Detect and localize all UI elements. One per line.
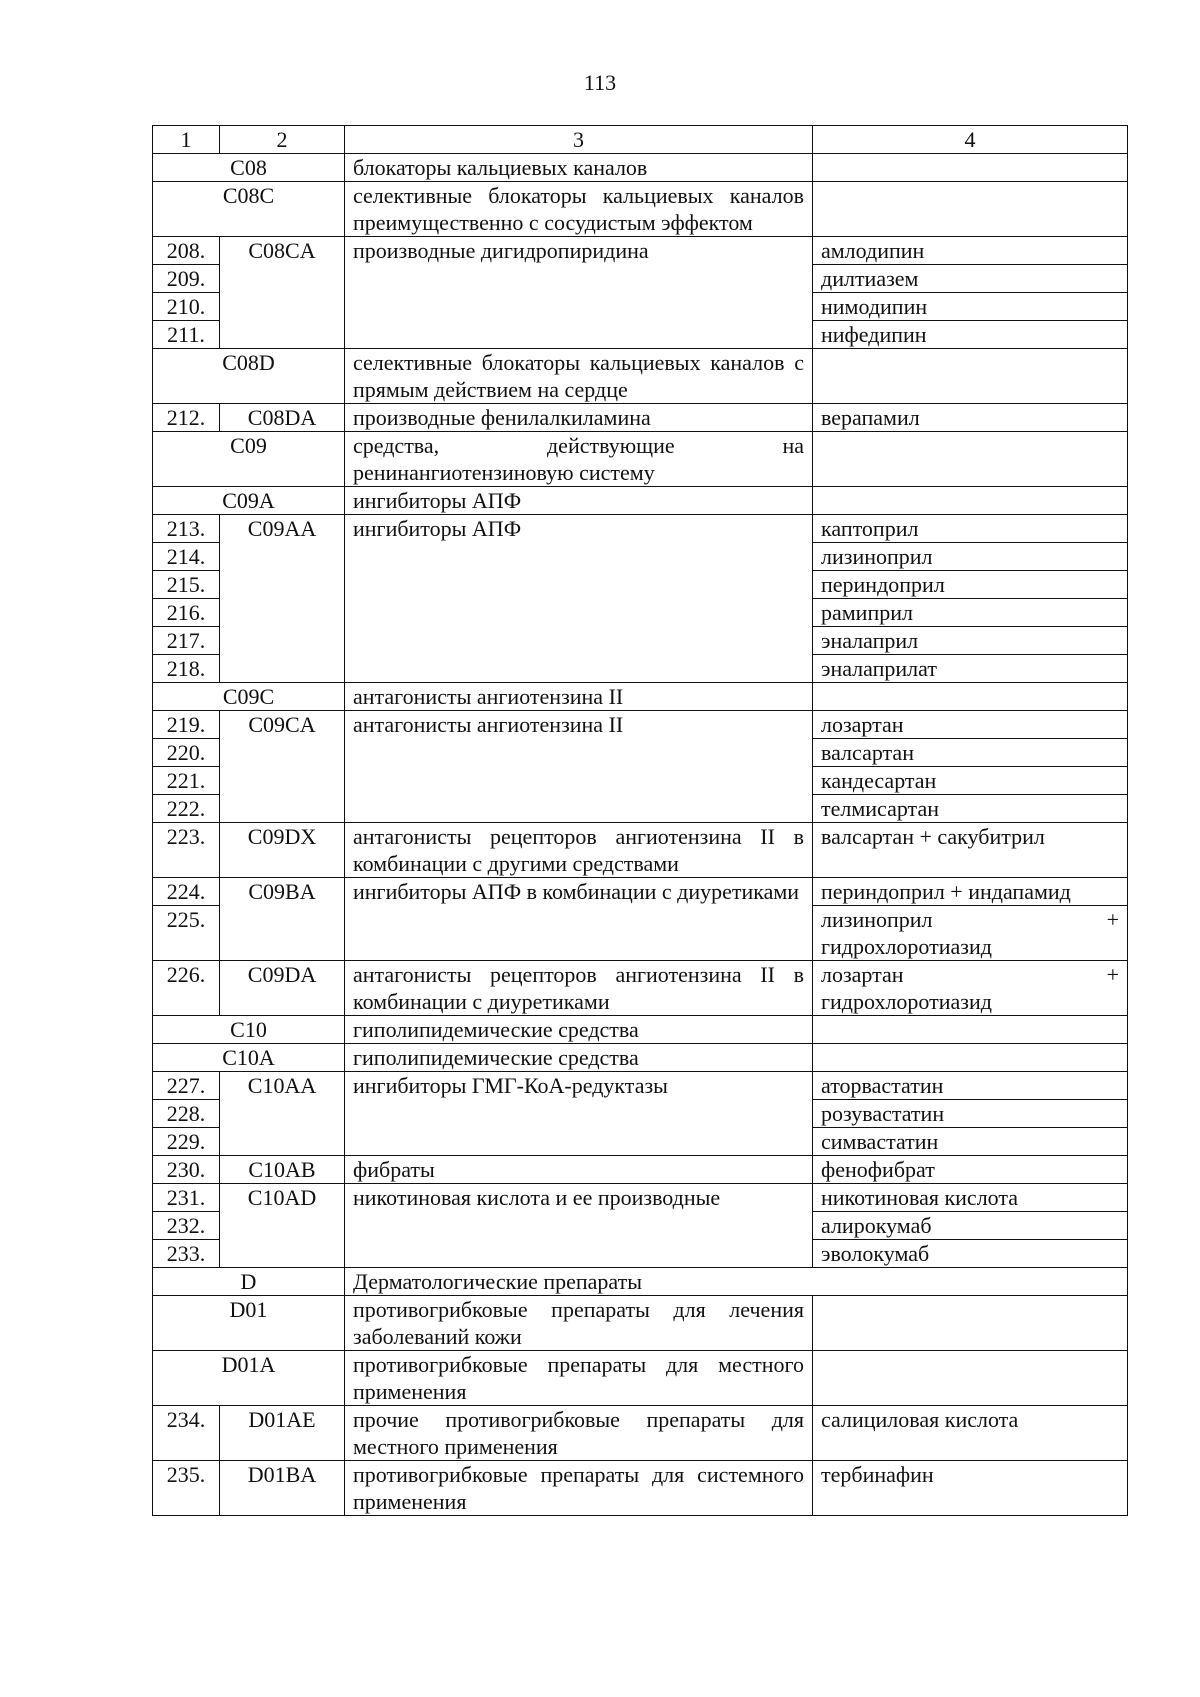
row-number: 226. [153, 961, 220, 1016]
drug-name: лизиноприл [813, 543, 1128, 571]
row-number: 220. [153, 739, 220, 767]
atc-code: C08CA [220, 237, 345, 349]
atc-code: C09AA [220, 515, 345, 683]
row-number: 232. [153, 1212, 220, 1240]
page-number: 113 [583, 70, 617, 95]
row-number: 211. [153, 321, 220, 349]
atc-code: C08 [153, 154, 345, 182]
drug-name: тербинафин [813, 1461, 1128, 1516]
drug-name: периндоприл + индапамид [813, 878, 1128, 906]
drug-cell-empty [813, 487, 1128, 515]
drug-name: эналаприлат [813, 655, 1128, 683]
plus-sign: + [1106, 907, 1119, 932]
table-row [153, 823, 1128, 878]
drug-name: телмисартан [813, 795, 1128, 823]
row-number: 235. [153, 1461, 220, 1516]
row-number: 212. [153, 404, 220, 432]
drug-name: дилтиазем [813, 265, 1128, 293]
group-description: средства, действующие на ренинангиотензиновую систему [345, 432, 813, 487]
row-number: 231. [153, 1184, 220, 1212]
group-description: антагонисты рецепторов ангиотензина II в комбинации с диуретиками [345, 961, 813, 1016]
drug-name: лозартан [813, 711, 1128, 739]
atc-code: C09 [153, 432, 345, 487]
table-header-row [153, 126, 1128, 154]
drug-cell-empty [813, 432, 1128, 487]
atc-code: D01A [153, 1351, 345, 1406]
row-number: 219. [153, 711, 220, 739]
row-number: 214. [153, 543, 220, 571]
table-row [153, 878, 1128, 906]
drug-cell-empty [813, 154, 1128, 182]
drug-name: рамиприл [813, 599, 1128, 627]
drug-name: эволокумаб [813, 1240, 1128, 1268]
group-description: фибраты [345, 1156, 813, 1184]
atc-code: C09A [153, 487, 345, 515]
table-row [153, 1406, 1128, 1461]
row-number: 230. [153, 1156, 220, 1184]
atc-code: D [153, 1268, 345, 1296]
drug-name: фенофибрат [813, 1156, 1128, 1184]
row-number: 209. [153, 265, 220, 293]
group-description: антагонисты рецепторов ангиотензина II в комбинации с другими средствами [345, 823, 813, 878]
table-row [153, 711, 1128, 739]
table-row [153, 487, 1128, 515]
table-row [153, 349, 1128, 404]
drug-name: розувастатин [813, 1100, 1128, 1128]
atc-code: C09BA [220, 878, 345, 961]
row-number: 228. [153, 1100, 220, 1128]
group-description: гиполипидемические средства [345, 1016, 813, 1044]
drug-name: верапамил [813, 404, 1128, 432]
drug-component: лозартан [821, 962, 904, 987]
group-description: ингибиторы АПФ [345, 487, 813, 515]
atc-code: D01AE [220, 1406, 345, 1461]
drug-name: симвастатин [813, 1128, 1128, 1156]
atc-code: C09DX [220, 823, 345, 878]
table-row [153, 1351, 1128, 1406]
group-description: ингибиторы ГМГ-КоА-редуктазы [345, 1072, 813, 1156]
atc-code: C10AA [220, 1072, 345, 1156]
table-row [153, 1296, 1128, 1351]
atc-code: D01 [153, 1296, 345, 1351]
group-description: антагонисты ангиотензина II [345, 711, 813, 823]
drug-name: эналаприл [813, 627, 1128, 655]
group-description: гиполипидемические средства [345, 1044, 813, 1072]
plus-sign: + [1106, 962, 1119, 987]
row-number: 216. [153, 599, 220, 627]
drug-name: валсартан [813, 739, 1128, 767]
row-number: 221. [153, 767, 220, 795]
atc-code: C10A [153, 1044, 345, 1072]
drug-component: гидрохлоротиазид [821, 989, 992, 1014]
table-row [153, 432, 1128, 487]
group-description: противогрибковые препараты для системного применения [345, 1461, 813, 1516]
group-description: селективные блокаторы кальциевых каналов с прямым действием на сердце [345, 349, 813, 404]
atc-code: C09CA [220, 711, 345, 823]
table-row [153, 1184, 1128, 1212]
row-number: 225. [153, 906, 220, 961]
drug-name: кандесартан [813, 767, 1128, 795]
drug-component: лизиноприл [821, 907, 933, 932]
table-row [153, 1268, 1128, 1296]
header-col-2: 2 [220, 126, 345, 154]
header-col-1: 1 [153, 126, 220, 154]
table-row [153, 1044, 1128, 1072]
row-number: 223. [153, 823, 220, 878]
group-description: противогрибковые препараты для лечения заболеваний кожи [345, 1296, 813, 1351]
drug-name [813, 961, 1128, 1016]
header-col-3: 3 [345, 126, 813, 154]
row-number: 208. [153, 237, 220, 265]
group-description: производные дигидропиридина [345, 237, 813, 349]
table-row [153, 515, 1128, 543]
group-description: Дерматологические препараты [345, 1268, 1128, 1296]
drug-cell-empty [813, 182, 1128, 237]
group-description: антагонисты ангиотензина II [345, 683, 813, 711]
group-description: ингибиторы АПФ [345, 515, 813, 683]
group-description: никотиновая кислота и ее производные [345, 1184, 813, 1268]
table-row [153, 1461, 1128, 1516]
drug-name: алирокумаб [813, 1212, 1128, 1240]
row-number: 224. [153, 878, 220, 906]
row-number: 218. [153, 655, 220, 683]
group-description: блокаторы кальциевых каналов [345, 154, 813, 182]
drug-name: каптоприл [813, 515, 1128, 543]
drug-combo-line [821, 961, 1119, 988]
drug-name: никотиновая кислота [813, 1184, 1128, 1212]
drug-name [813, 906, 1128, 961]
drug-cell-empty [813, 1351, 1128, 1406]
atc-code: C10AD [220, 1184, 345, 1268]
atc-code: C08C [153, 182, 345, 237]
group-description: селективные блокаторы кальциевых каналов преимущественно с сосудистым эффектом [345, 182, 813, 237]
drug-name: периндоприл [813, 571, 1128, 599]
row-number: 227. [153, 1072, 220, 1100]
drug-name: нифедипин [813, 321, 1128, 349]
drug-name: нимодипин [813, 293, 1128, 321]
atc-drug-table [152, 125, 1128, 1516]
row-number: 213. [153, 515, 220, 543]
row-number: 229. [153, 1128, 220, 1156]
drug-name: салициловая кислота [813, 1406, 1128, 1461]
atc-code: C10 [153, 1016, 345, 1044]
table-row [153, 182, 1128, 237]
header-col-4: 4 [813, 126, 1128, 154]
table-row [153, 1156, 1128, 1184]
table-row [153, 154, 1128, 182]
table-row [153, 1016, 1128, 1044]
atc-code: C09DA [220, 961, 345, 1016]
table-row [153, 404, 1128, 432]
drug-name: амлодипин [813, 237, 1128, 265]
group-description: производные фенилалкиламина [345, 404, 813, 432]
drug-cell-empty [813, 1296, 1128, 1351]
table-row [153, 237, 1128, 265]
row-number: 215. [153, 571, 220, 599]
row-number: 217. [153, 627, 220, 655]
table-row [153, 1072, 1128, 1100]
drug-name: валсартан + сакубитрил [813, 823, 1128, 878]
row-number: 233. [153, 1240, 220, 1268]
drug-cell-empty [813, 683, 1128, 711]
drug-combo-line [821, 906, 1119, 933]
group-description: прочие противогрибковые препараты для местного применения [345, 1406, 813, 1461]
row-number: 210. [153, 293, 220, 321]
atc-code: C09C [153, 683, 345, 711]
row-number: 222. [153, 795, 220, 823]
drug-cell-empty [813, 349, 1128, 404]
atc-code: D01BA [220, 1461, 345, 1516]
row-number: 234. [153, 1406, 220, 1461]
group-description: ингибиторы АПФ в комбинации с диуретиками [345, 878, 813, 961]
table-row [153, 961, 1128, 1016]
atc-code: C10AB [220, 1156, 345, 1184]
atc-code: C08D [153, 349, 345, 404]
drug-component: гидрохлоротиазид [821, 934, 992, 959]
drug-name: аторвастатин [813, 1072, 1128, 1100]
atc-code: C08DA [220, 404, 345, 432]
table-row [153, 683, 1128, 711]
drug-cell-empty [813, 1044, 1128, 1072]
group-description: противогрибковые препараты для местного применения [345, 1351, 813, 1406]
drug-cell-empty [813, 1016, 1128, 1044]
